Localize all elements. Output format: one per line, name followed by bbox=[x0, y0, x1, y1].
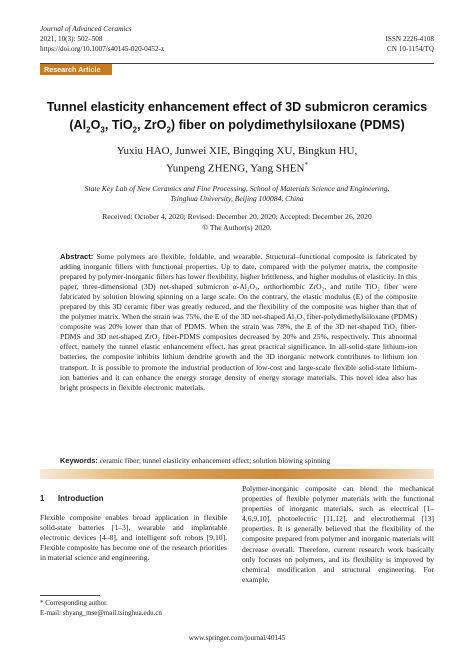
corresponding-note: * Corresponding author. bbox=[40, 599, 108, 607]
doi-link[interactable]: https://doi.org/10.1007/s40145-020-0452-z bbox=[40, 44, 165, 53]
affiliation-line-2: Tsinghua University, Beijing 100084, China bbox=[170, 194, 304, 203]
citation-block bbox=[40, 35, 164, 54]
copyright: © The Author(s) 2020. bbox=[202, 222, 272, 232]
footnote-rule bbox=[40, 595, 100, 596]
article-history bbox=[40, 212, 434, 233]
article-type-badge: Research Article bbox=[40, 64, 112, 75]
section-title: Introduction bbox=[58, 494, 104, 503]
authors-line-1: Yuxiu HAO, Junwei XIE, Bingqing XU, Bingkun HU, bbox=[116, 145, 358, 157]
issue-line: 2021, 10(3): 502–508 bbox=[40, 35, 103, 43]
left-column bbox=[40, 484, 227, 563]
journal-url[interactable]: www.springer.com/journal/40145 bbox=[188, 634, 286, 642]
section-heading bbox=[40, 494, 227, 503]
corresponding-mark: * bbox=[304, 161, 308, 169]
keywords-label: Keywords: bbox=[60, 456, 98, 465]
affiliation-line-1: State Key Lab of New Ceramics and Fine Processing, School of Materials Science and Engineering, bbox=[84, 184, 390, 193]
decorative-band bbox=[40, 469, 434, 479]
journal-name: Journal of Advanced Ceramics bbox=[40, 24, 132, 33]
cn-number: CN 10-1154/TQ bbox=[386, 44, 434, 53]
title-line-2: ($Al_2O_3$, TiO$_2$, ZrO$_2$) fiber on polydimethylsiloxane (PDMS) bbox=[69, 118, 405, 135]
keywords bbox=[60, 456, 417, 466]
abstract-label: Abstract: bbox=[60, 252, 94, 261]
email-address[interactable]: E-mail: shyang_mse@mail.tsinghua.edu.cn bbox=[40, 608, 162, 617]
abstract bbox=[60, 252, 417, 393]
keywords-text: ceramic fiber; tunnel elasticity enhancement effect; solution blowing spinning bbox=[99, 456, 331, 465]
issn-block bbox=[385, 35, 434, 54]
abstract-text: Some polymers are flexible, foldable, and wearable. Structural–functional composite is fabricated by adding inorganic fillers with functional properties. Up to date, compared with the polymer matrix, the composite prepared by polymer-inorganic fillers has lower flexibility, higher brittleness, and higher modulus of elasticity. In this paper, three-dimensional (3D) net-shaped submicron α-Al₂O₃, orthorhombic ZrO₂, and rutile TiO₂ fiber were fabricated by solution blowing spinning on a large scale. On the contrary, the elastic modulus (E) of the composite prepared by this 3D ceramic fiber was greatly reduced, and the flexibility of the composite was higher than that of the polymer matrix. When the strain was 75%, the E of the 3D net-shaped Al₂O₃ fiber-polydimethylsiloxane (PDMS) composite was 20% lower than that of PDMS. When the strain was 78%, the E of the 3D net-shaped TiO₂ fiber-PDMS and 3D net-shaped ZrO₂ fiber-PDMS composites decreased by 20% and 25%, respectively. This abnormal effect, namely the tunnel elastic enhancement effect, has great practical significance. In all-solid-state lithium-ion batteries, the composite inhibits lithium dendrite growth and the 3D inorganic network contributes to lithium ion transport. It is possible to promote the industrial production of low-cost and large-scale flexible solid-state lithium-ion batteries and it can enhance the energy storage density of energy storage materials. This novel idea also has bright prospects in flexible electronic materials. bbox=[60, 252, 417, 392]
footnote bbox=[40, 599, 162, 618]
right-column: Polymer-inorganic composite can blend the mechanical properties of flexible polymer materials with the functional properties of inorganic materials, such as electrical [1–4,6,9,10], photoelectric [11,12], and electrothermal [13] properties. It is generally believed that the flexibility of the composite prepared from polymer and inorganic materials will decrease overall. Therefore, current research work basically only focuses on polymers, and its flexibility is improved by chemical modification and structural engineering. For example, bbox=[242, 484, 434, 584]
paper-title bbox=[40, 98, 434, 134]
author-list bbox=[40, 144, 434, 176]
title-line-1: Tunnel elasticity enhancement effect of 3D submicron ceramics bbox=[46, 100, 428, 114]
history-dates: Received: October 4, 2020; Revised: December 20, 2020; Accepted: December 26, 2020 bbox=[102, 212, 372, 221]
affiliation bbox=[40, 184, 434, 204]
intro-paragraph: Flexible composite enables broad application in flexible solid-state batteries [1–3], wearable and implantable electronic devices [4–8], and intelligent soft robots [9,10]. Flexible composite has become one of the research priorities in material science and engineering. bbox=[40, 513, 227, 563]
section-number: 1 bbox=[40, 494, 45, 503]
issn: ISSN 2226-4108 bbox=[385, 35, 434, 43]
authors-line-2: Yunpeng ZHENG, Yang SHEN* bbox=[166, 161, 308, 175]
